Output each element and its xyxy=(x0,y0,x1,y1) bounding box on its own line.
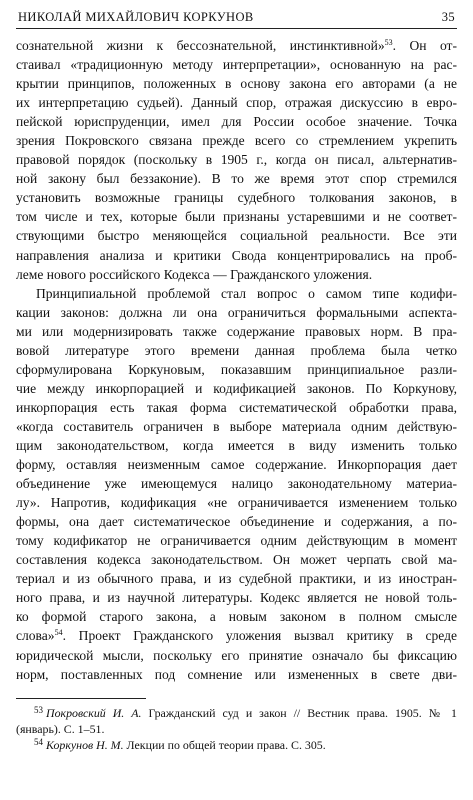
text-line: юридической мысли, поскольку его принятие означало бы фиксацию xyxy=(16,647,457,663)
text-line: их интерпретацию судьей). Данный спор, отражая дискуссию в евро- xyxy=(16,95,457,111)
text-line: стаивал «традиционную методу интерпретации», основанную на рас- xyxy=(16,57,457,73)
text-line: крытии принципов, положенных в основу закона его авторами (а не xyxy=(16,76,457,92)
footnote-number: 53 xyxy=(34,704,43,715)
footnote-text: Лекции по общей теории права. С. 305. xyxy=(126,737,326,752)
footnote-text: Гражданский суд и закон // Вестник права. 1905. № 1 xyxy=(148,705,457,720)
text-line: чие между инкорпорацией и кодификацией законов. По Коркунову, xyxy=(16,380,457,396)
text-segment: . Проект Гражданского уложения вызвал критику в среде xyxy=(62,628,457,644)
text-line: лу». Напротив, кодификация «не ограничивается изменением только xyxy=(16,495,457,511)
text-line xyxy=(16,36,457,55)
text-line: «когда составитель ограничен в выборе материала одним действую- xyxy=(16,418,457,434)
text-line: териал и из обычного права, и из судебной практики, и из иностран- xyxy=(16,571,457,587)
text-segment: сознательной жизни к бессознательной, инстинктивной» xyxy=(16,38,385,53)
text-line: леме нового российского Кодекса — Гражданского уложения. xyxy=(16,266,373,282)
page-number: 35 xyxy=(441,10,455,24)
text-line: зрения Покровского связана прежде всего со стремлением укрепить xyxy=(16,133,457,149)
paragraph-1 xyxy=(16,36,457,284)
footnotes xyxy=(16,705,457,753)
text-line: вовой литературе этого времени данная проблема была четко xyxy=(16,342,457,358)
text-line: пейской юриспруденции, имел для России особое значение. Точка xyxy=(16,114,457,130)
text-line: норм, поставленных под сомнение или измененных в свете дви- xyxy=(16,666,457,682)
footnote-number: 54 xyxy=(34,736,43,747)
body-text xyxy=(16,36,457,684)
running-head xyxy=(16,10,457,29)
text-line: правовой порядок (поскольку в 1905 г., когда он писал, альтернатив- xyxy=(16,152,457,168)
paragraph-2 xyxy=(16,284,457,684)
footnote-author: Коркунов Н. М. xyxy=(46,737,124,752)
text-line xyxy=(16,705,457,721)
footnote-ref-54[interactable]: 54 xyxy=(54,628,63,638)
text-line: щим законодательством, когда имеется в виду изменить только xyxy=(16,437,457,453)
text-line: кации законов: должна ли она ограничиться формальными аспекта- xyxy=(16,304,457,320)
running-head-title: НИКОЛАЙ МИХАЙЛОВИЧ КОРКУНОВ xyxy=(18,10,254,24)
text-line: ствующими быстро меняющейся социальной реальности. Все эти xyxy=(16,228,457,244)
text-line: ко формой старого закона, а новым законом в полном смысле xyxy=(16,609,457,625)
text-line: (январь). С. 1–51. xyxy=(16,721,105,736)
text-line: составления кодекса законодательством. Он может черпать свой ма- xyxy=(16,552,457,568)
text-line: сформулирована Коркуновым, показавшим принципиальное разли- xyxy=(16,361,457,377)
text-line: объединение уже имеющемуся налицо законодательному материа- xyxy=(16,476,457,492)
text-segment: . Он от- xyxy=(392,38,457,53)
text-line: ного права, и из научной литературы. Кодекс является не новой толь- xyxy=(16,590,457,606)
text-line: тому кодификатор не ограничивается одним действующим в момент xyxy=(16,533,457,549)
footnote-ref-53[interactable]: 53 xyxy=(384,38,393,47)
text-line: формы, она дает систематическое объединение и содержания, а по- xyxy=(16,514,457,530)
text-line: инкорпорация есть такая форма систематической обработки права, xyxy=(16,399,457,415)
text-line: форму, оставляя неизменным самое содержание. Инкорпорация дает xyxy=(16,457,457,473)
footnote-54 xyxy=(16,737,457,753)
text-segment: слова» xyxy=(16,628,55,644)
footnote-author: Покровский И. А. xyxy=(46,705,142,720)
text-line: Принципиальной проблемой стал вопрос о самом типе кодифи- xyxy=(36,285,457,301)
text-line: ми или модернизировать также содержание правовых норм. В пра- xyxy=(16,323,457,339)
footnote-53 xyxy=(16,705,457,737)
text-line: том числе и тех, которые были признаны устаревшими и не соответ- xyxy=(16,209,457,225)
text-line: ной закону был беззаконие). В то же время этот спор стремился xyxy=(16,171,457,187)
text-line: установить возможные границы судебного толкования законов, в xyxy=(16,190,457,206)
text-line xyxy=(16,626,457,645)
footnote-divider xyxy=(16,698,146,699)
text-line: направления анализа и критики Свода концентрировались на проб- xyxy=(16,247,457,263)
